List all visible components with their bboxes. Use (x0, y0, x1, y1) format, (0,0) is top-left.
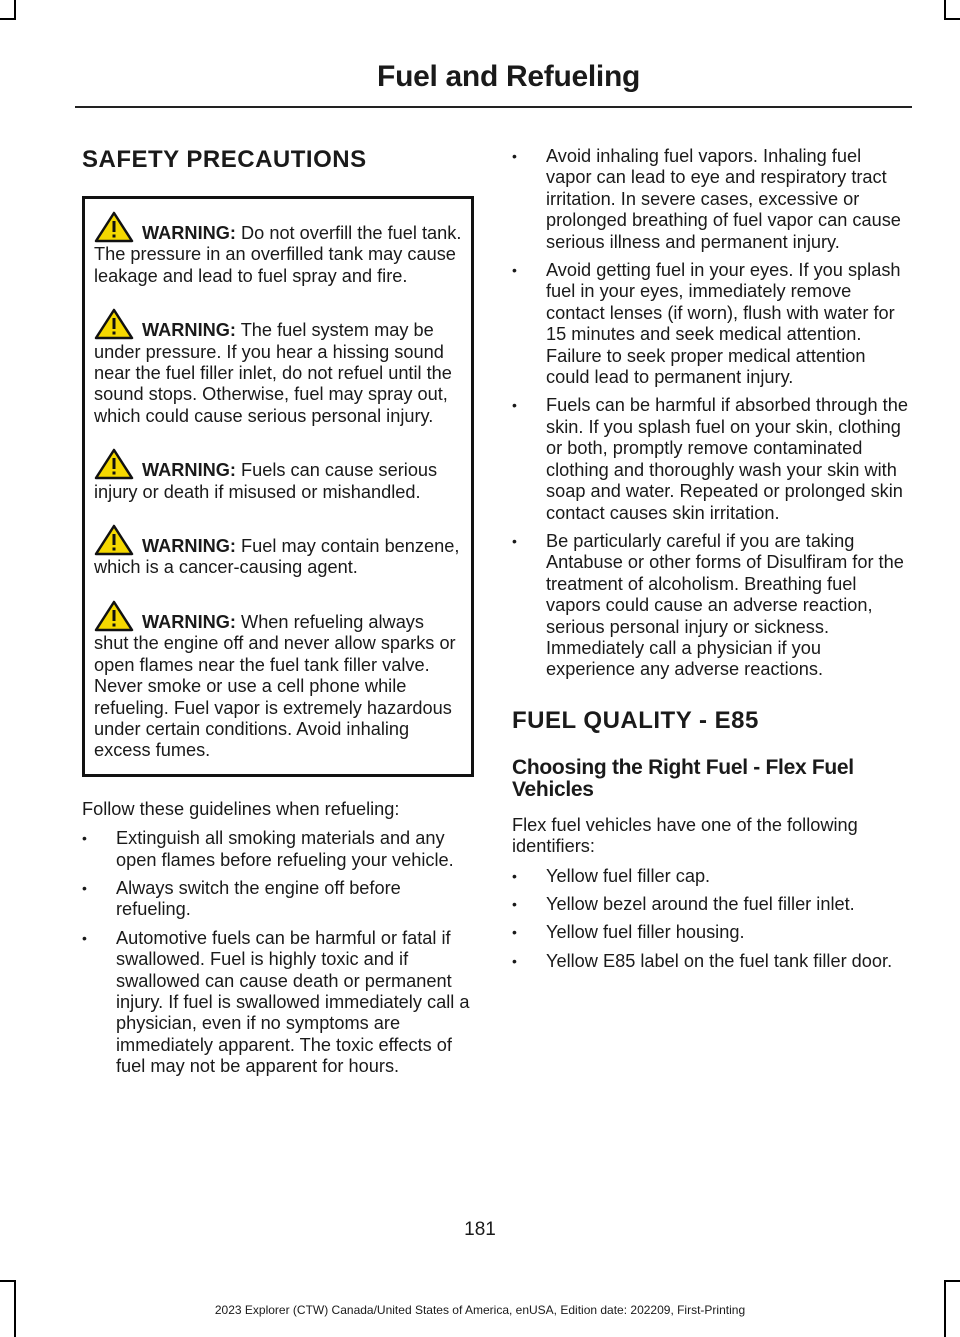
warning-item (94, 524, 463, 579)
list-item: • Extinguish all smoking materials and any open flames before refueling your vehicle. (82, 828, 474, 871)
warning-triangle-icon (94, 600, 134, 632)
list-item: • Automotive fuels can be harmful or fatal if swallowed. Fuel is highly toxic and if swallowed can cause death or permanent injury. If fuel is swallowed immediately call a physician, even if no symptoms are immediately apparent. The toxic effects of fuel may not be apparent for hours. (82, 928, 474, 1078)
fuel-safety-list (512, 146, 908, 681)
warning-label: WARNING: (142, 536, 236, 557)
flex-fuel-intro: Flex fuel vehicles have one of the following identifiers: (512, 814, 858, 857)
crop-mark (14, 0, 16, 20)
section-title-fuel-quality: FUEL QUALITY - E85 (512, 706, 759, 734)
refueling-guidelines-list (82, 828, 474, 1077)
edition-footer: 2023 Explorer (CTW) Canada/United States of America, enUSA, Edition date: 202209, First-Printing (214, 1303, 746, 1317)
list-item: • Avoid getting fuel in your eyes. If you splash fuel in your eyes, immediately remove contact lenses (if worn), flush with water for 15 minutes and seek medical attention. Failure to seek proper medical attention could lead to permanent injury. (512, 260, 908, 388)
warning-text: The fuel system may be under pressure. If you hear a hissing sound near the fuel filler inlet, do not refuel until the sound stops. Otherwise, fuel may spray out, which could cause serious personal injury. (94, 320, 452, 426)
list-item: • Yellow bezel around the fuel filler inlet. (512, 894, 908, 915)
crop-mark (944, 18, 960, 20)
list-item: • Yellow fuel filler housing. (512, 922, 908, 943)
warning-text: When refueling always shut the engine off and never allow sparks or open flames near the fuel tank filler valve. Never smoke or use a cell phone while refueling. Fuel vapor is extremely hazardous under certain conditions. Avoid inhaling excess fumes. (94, 611, 456, 761)
warning-label: WARNING: (142, 223, 236, 243)
list-item: • Avoid inhaling fuel vapors. Inhaling fuel vapor can lead to eye and respiratory tract irritation. In severe cases, excessive or prolonged breathing of fuel vapor can cause serious illness and permanent injury. (512, 146, 908, 253)
warning-triangle-icon (94, 211, 134, 243)
refueling-intro: Follow these guidelines when refueling: (82, 798, 400, 819)
page-header-title: Fuel and Refueling (377, 60, 640, 93)
warning-triangle-icon (94, 524, 134, 556)
list-item: • Be particularly careful if you are taking Antabuse or other forms of Disulfiram for the treatment of alcoholism. Breathing fuel vapors could cause an adverse reaction, serious personal injury or sickness. Immediately call a physician if you experience any adverse reactions. (512, 531, 908, 681)
page-number: 181 (464, 1219, 496, 1240)
warning-text: Do not overfill the fuel tank. The pressure in an overfilled tank may cause leakage and lead to fuel spray and fire. (94, 223, 462, 286)
warning-item (94, 211, 463, 287)
list-item: • Fuels can be harmful if absorbed through the skin. If you splash fuel on your skin, clothing or both, promptly remove contaminated clothing and thoroughly wash your skin with soap and water. Repeated or prolonged skin contact causes skin irritation. (512, 395, 908, 523)
warning-item (94, 600, 463, 762)
list-item: • Yellow E85 label on the fuel tank filler door. (512, 951, 908, 972)
warning-label: WARNING: (142, 611, 236, 632)
list-item: • Yellow fuel filler cap. (512, 866, 908, 887)
crop-mark (0, 18, 16, 20)
section-title-safety: SAFETY PRECAUTIONS (82, 146, 367, 173)
warning-text: Fuels can cause serious injury or death if misused or mishandled. (94, 460, 438, 502)
warning-triangle-icon (94, 448, 134, 480)
crop-mark (0, 1280, 16, 1282)
right-column (512, 146, 908, 979)
header-divider (75, 106, 912, 108)
warning-text: Fuel may contain benzene, which is a cancer-causing agent. (94, 536, 460, 578)
warning-label: WARNING: (142, 320, 236, 341)
warning-box (82, 196, 474, 777)
warning-item (94, 448, 463, 503)
warning-item (94, 308, 463, 427)
left-column (82, 146, 474, 1085)
warning-label: WARNING: (142, 460, 236, 481)
flex-fuel-identifiers-list (512, 866, 908, 973)
crop-mark (944, 0, 946, 20)
subheading-flex-fuel: Choosing the Right Fuel - Flex Fuel Vehicles (512, 755, 854, 801)
list-item: • Always switch the engine off before refueling. (82, 878, 474, 921)
warning-triangle-icon (94, 308, 134, 340)
crop-mark (944, 1280, 960, 1282)
